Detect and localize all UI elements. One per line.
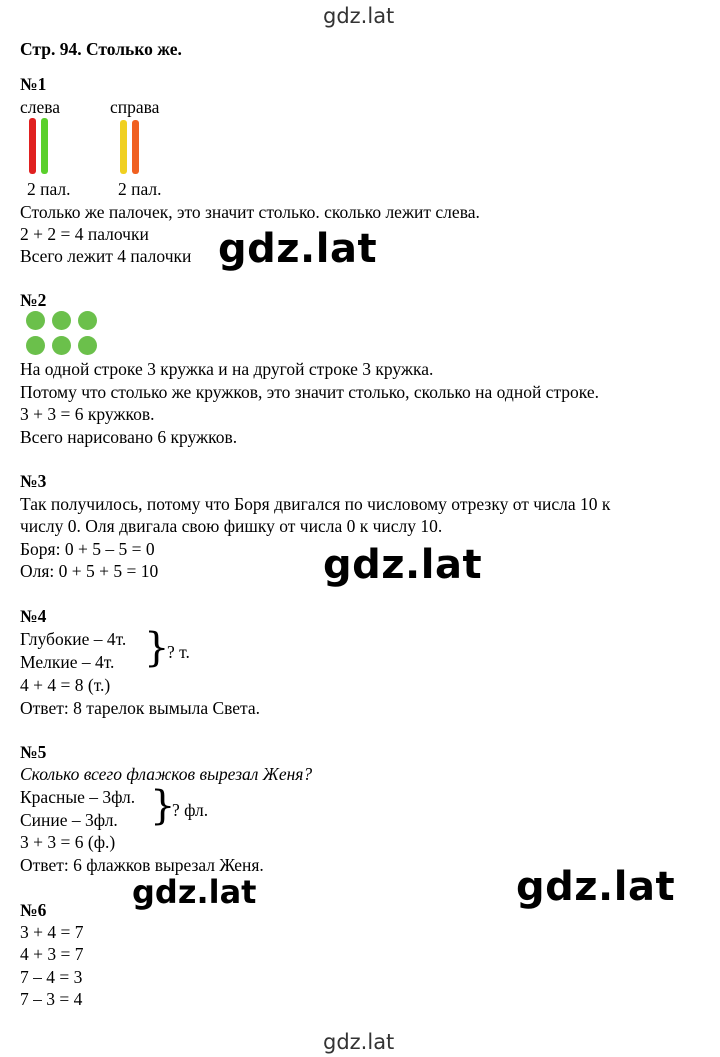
red-stick bbox=[29, 118, 36, 174]
task1-number: №1 bbox=[20, 74, 47, 94]
watermark-overlay: gdz.lat bbox=[132, 873, 257, 911]
task4-item: Глубокие – 4т. bbox=[20, 629, 127, 649]
green-circle bbox=[78, 336, 97, 355]
task1-right-label: справа bbox=[110, 97, 160, 117]
brace-icon: } bbox=[150, 783, 176, 829]
task3-line: Оля: 0 + 5 + 5 = 10 bbox=[20, 561, 159, 581]
task1-right-count: 2 пал. bbox=[118, 179, 162, 199]
task3-line: Так получилось, потому что Боря двигался по числовому отрезку от числа 10 к bbox=[20, 494, 611, 514]
task6-line: 3 + 4 = 7 bbox=[20, 922, 84, 942]
task5-question: ? фл. bbox=[172, 800, 209, 820]
green-circle bbox=[78, 311, 97, 330]
watermark-overlay: gdz.lat bbox=[516, 864, 676, 910]
task3-line: числу 0. Оля двигала свою фишку от числа 0 к числу 10. bbox=[20, 516, 443, 536]
task4-question: ? т. bbox=[167, 642, 190, 662]
task3-line: Боря: 0 + 5 – 5 = 0 bbox=[20, 539, 155, 559]
task4-line: Ответ: 8 тарелок вымыла Света. bbox=[20, 698, 261, 718]
task1-line: Всего лежит 4 палочки bbox=[20, 246, 192, 266]
task5-question-line: Сколько всего флажков вырезал Женя? bbox=[20, 764, 313, 784]
orange-stick bbox=[132, 120, 139, 174]
watermark-top: gdz.lat bbox=[323, 4, 395, 28]
task5-line: Ответ: 6 флажков вырезал Женя. bbox=[20, 855, 264, 875]
task4-line: 4 + 4 = 8 (т.) bbox=[20, 675, 111, 695]
watermark-overlay: gdz.lat bbox=[323, 542, 483, 588]
green-circle bbox=[26, 311, 45, 330]
task6-line: 7 – 4 = 3 bbox=[20, 967, 83, 987]
task2-line: Всего нарисовано 6 кружков. bbox=[20, 427, 238, 447]
task5-line: 3 + 3 = 6 (ф.) bbox=[20, 832, 116, 852]
task1-line: 2 + 2 = 4 палочки bbox=[20, 224, 149, 244]
watermark-bottom: gdz.lat bbox=[323, 1030, 395, 1054]
task5-number: №5 bbox=[20, 742, 47, 762]
task4-item: Мелкие – 4т. bbox=[20, 652, 115, 672]
green-stick bbox=[41, 118, 48, 174]
green-circle bbox=[26, 336, 45, 355]
task4-number: №4 bbox=[20, 606, 47, 626]
task6-line: 4 + 3 = 7 bbox=[20, 944, 84, 964]
task6-number: №6 bbox=[20, 900, 47, 920]
green-circle bbox=[52, 336, 71, 355]
task1-left-label: слева bbox=[20, 97, 61, 117]
task2-line: 3 + 3 = 6 кружков. bbox=[20, 404, 155, 424]
yellow-stick bbox=[120, 120, 127, 174]
task2-line: Потому что столько же кружков, это значит столько, сколько на одной строке. bbox=[20, 382, 600, 402]
brace-icon: } bbox=[144, 625, 170, 671]
task5-item: Синие – 3фл. bbox=[20, 810, 118, 830]
task2-number: №2 bbox=[20, 290, 47, 310]
watermark-overlay: gdz.lat bbox=[218, 226, 378, 272]
task1-line: Столько же палочек, это значит столько. сколько лежит слева. bbox=[20, 202, 480, 222]
task2-line: На одной строке 3 кружка и на другой строке 3 кружка. bbox=[20, 359, 434, 379]
page-title: Стр. 94. Столько же. bbox=[20, 39, 182, 59]
task1-left-count: 2 пал. bbox=[27, 179, 71, 199]
task5-item: Красные – 3фл. bbox=[20, 787, 136, 807]
green-circle bbox=[52, 311, 71, 330]
task6-line: 7 – 3 = 4 bbox=[20, 989, 83, 1009]
task3-number: №3 bbox=[20, 471, 47, 491]
